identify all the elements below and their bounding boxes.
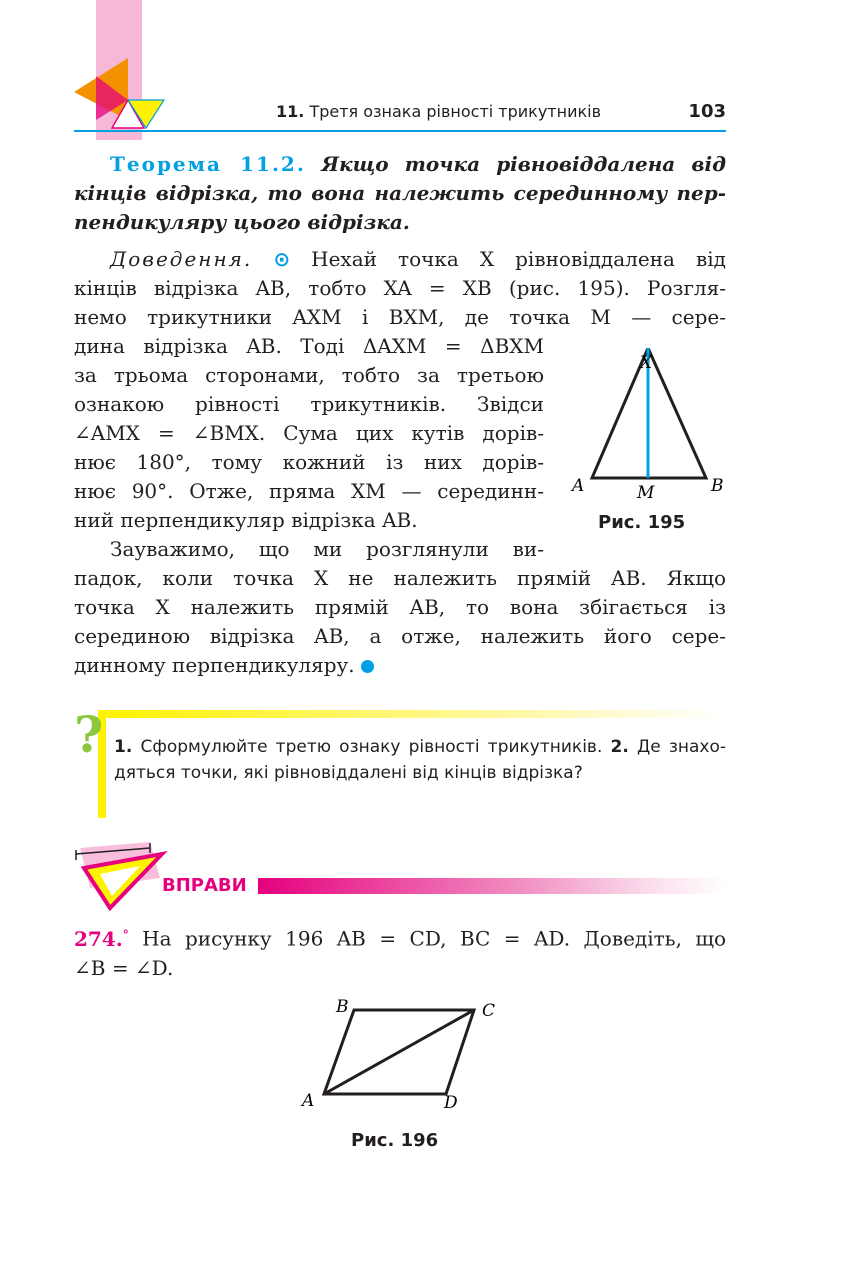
exercise-text: ∠B = ∠D. xyxy=(74,955,174,980)
theorem-block xyxy=(74,150,726,237)
proof-start-icon: ⊙ xyxy=(273,247,291,271)
proof-line: Нехай точка X рівновіддалена від xyxy=(311,247,726,271)
point-label-m: M xyxy=(637,483,655,503)
point-label-b: B xyxy=(711,476,724,496)
proof-block xyxy=(74,245,726,332)
point-label-a: A xyxy=(572,476,585,496)
point-label-d: D xyxy=(444,1093,458,1113)
theorem-label: Теорема 11.2. xyxy=(110,152,306,176)
question-text: дяться точки, які рівновіддалені від кінців відрізка? xyxy=(114,763,583,783)
remark-line: серединою відрізка AB, а отже, належить його сере- xyxy=(74,624,726,648)
chapter-header-decoration-icon xyxy=(0,0,175,140)
header-rule xyxy=(74,130,726,132)
question-mark-icon xyxy=(74,710,114,780)
proof-block-narrow xyxy=(74,332,544,564)
question-number: 1. xyxy=(114,737,133,757)
remark-line: Зауважимо, що ми розглянули ви- xyxy=(110,537,544,561)
figure-196-caption: Рис. 196 xyxy=(351,1130,439,1151)
question-text: Сформулюйте третю ознаку рівності трикутників. xyxy=(140,737,603,757)
proof-line: нює 180°, тому кожний із них дорів- xyxy=(74,450,544,474)
proof-line: немо трикутники AXM і BXM, де точка M — сере- xyxy=(74,305,726,329)
figure-195 xyxy=(568,348,738,538)
page-number: 103 xyxy=(688,101,726,122)
exercises-label: ВПРАВИ xyxy=(162,875,247,896)
proof-line: дина відрізка AB. Тоді ΔAXM = ΔBXM xyxy=(74,334,544,358)
proof-line: ний перпендикуляр відрізка AB. xyxy=(74,508,418,532)
question-number: 2. xyxy=(610,737,629,757)
theorem-line: пендикуляру цього відрізка. xyxy=(74,210,410,234)
running-head xyxy=(276,102,601,121)
exercise-text: На рисунку 196 AB = CD, BC = AD. Доведіть, що xyxy=(142,926,727,951)
proof-line: за трьома сторонами, тобто за третьою xyxy=(74,363,544,387)
proof-line: ознакою рівності трикутників. Звідси xyxy=(74,392,544,416)
point-label-b: B xyxy=(336,997,349,1017)
proof-line: ∠AMX = ∠BMX. Сума цих кутів дорів- xyxy=(74,421,544,445)
point-label-c: C xyxy=(482,1001,496,1021)
proof-end-icon xyxy=(361,660,374,673)
remark-line: падок, коли точка X не належить прямій AB. Якщо xyxy=(74,566,726,590)
theorem-line: Якщо точка рівновіддалена від xyxy=(321,152,727,176)
exercise-level-mark: ° xyxy=(122,927,129,941)
proof-line: кінців відрізка AB, тобто XA = XB (рис. 195). Розгля- xyxy=(74,276,726,300)
figure-196 xyxy=(296,990,516,1116)
proof-line: нює 90°. Отже, пряма XM — серединн- xyxy=(74,479,544,503)
questions-text xyxy=(114,734,726,786)
point-label-x: X xyxy=(640,353,653,373)
question-text: Де знахо- xyxy=(636,737,727,757)
exercise-number: 274.° xyxy=(74,926,129,951)
chapter-title: Третя ознака рівності трикутників xyxy=(309,102,602,121)
remark-line: динному перпендикуляру. xyxy=(74,653,355,677)
figure-195-caption: Рис. 195 xyxy=(598,512,686,533)
exercises-bar xyxy=(258,878,726,894)
chapter-number: 11. xyxy=(276,102,305,121)
remark-block xyxy=(74,564,726,680)
point-label-a: A xyxy=(302,1091,315,1111)
remark-line: точка X належить прямій AB, то вона збігається із xyxy=(74,595,726,619)
questions-top-bar xyxy=(102,710,726,718)
theorem-line: кінців відрізка, то вона належить серединному пер- xyxy=(74,181,726,205)
exercise-274 xyxy=(74,920,726,983)
questions-box xyxy=(74,710,726,822)
proof-label: Доведення. xyxy=(110,247,253,271)
svg-text:?: ? xyxy=(74,710,104,764)
